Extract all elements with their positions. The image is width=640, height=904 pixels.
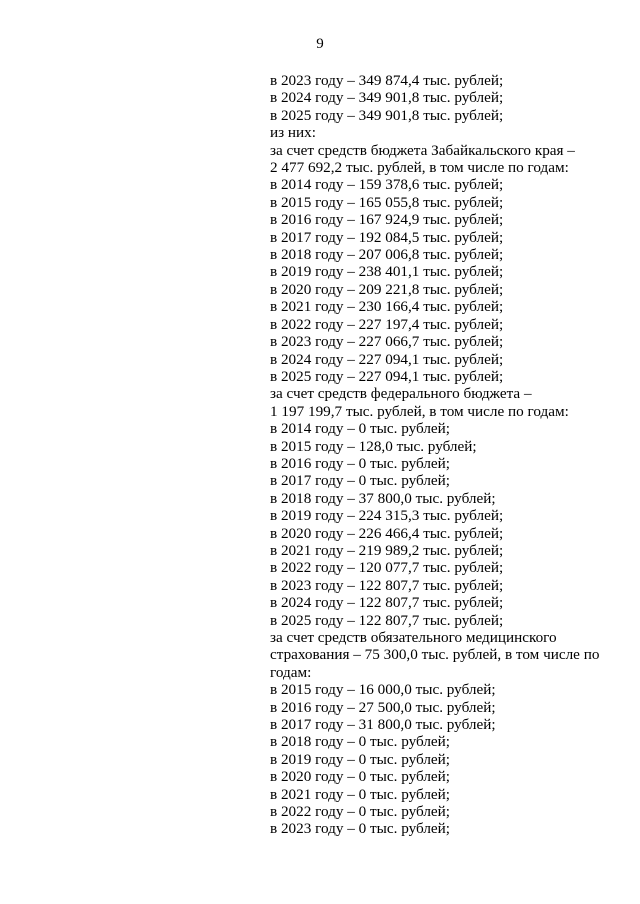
text-line: в 2019 году – 238 401,1 тыс. рублей;: [270, 263, 504, 281]
text-line: в 2018 году – 0 тыс. рублей;: [270, 733, 451, 751]
text-line: 1 197 199,7 тыс. рублей, в том числе по годам:: [270, 402, 569, 420]
text-line: 2 477 692,2 тыс. рублей, в том числе по годам:: [270, 159, 569, 177]
page-number: 9: [316, 36, 324, 52]
text-line: в 2024 году – 349 901,8 тыс. рублей;: [270, 89, 504, 107]
text-line: годам:: [270, 663, 312, 681]
text-line: в 2018 году – 37 800,0 тыс. рублей;: [270, 489, 496, 507]
text-line: за счет средств обязательного медицинского: [270, 629, 557, 646]
text-line: в 2019 году – 0 тыс. рублей;: [270, 750, 451, 768]
text-line: в 2024 году – 227 094,1 тыс. рублей;: [270, 350, 504, 368]
text-line: в 2016 году – 167 924,9 тыс. рублей;: [270, 211, 504, 229]
text-line: в 2025 году – 122 807,7 тыс. рублей;: [270, 611, 504, 629]
text-line: в 2024 году – 122 807,7 тыс. рублей;: [270, 594, 504, 612]
text-line: в 2015 году – 16 000,0 тыс. рублей;: [270, 681, 496, 699]
text-line: в 2015 году – 128,0 тыс. рублей;: [270, 437, 477, 455]
text-line: в 2025 году – 349 901,8 тыс. рублей;: [270, 106, 504, 124]
text-line: за счет средств бюджета Забайкальского края –: [270, 141, 575, 159]
text-line: в 2018 году – 207 006,8 тыс. рублей;: [270, 246, 504, 264]
text-line: в 2016 году – 0 тыс. рублей;: [270, 454, 451, 472]
text-line: в 2014 году – 159 378,6 тыс. рублей;: [270, 176, 504, 194]
text-line: в 2023 году – 122 807,7 тыс. рублей;: [270, 576, 504, 594]
text-line: в 2017 году – 31 800,0 тыс. рублей;: [270, 716, 496, 734]
text-line: в 2021 году – 0 тыс. рублей;: [270, 785, 451, 803]
text-line: в 2022 году – 120 077,7 тыс. рублей;: [270, 559, 504, 577]
text-line: в 2020 году – 209 221,8 тыс. рублей;: [270, 280, 504, 298]
text-line: в 2014 году – 0 тыс. рублей;: [270, 420, 451, 438]
text-line: в 2023 году – 227 066,7 тыс. рублей;: [270, 333, 504, 351]
text-line: в 2020 году – 226 466,4 тыс. рублей;: [270, 524, 504, 542]
text-line: в 2017 году – 192 084,5 тыс. рублей;: [270, 228, 504, 246]
text-line: в 2016 году – 27 500,0 тыс. рублей;: [270, 698, 496, 716]
text-line: в 2015 году – 165 055,8 тыс. рублей;: [270, 193, 504, 211]
text-line: в 2019 году – 224 315,3 тыс. рублей;: [270, 507, 504, 525]
text-line: за счет средств федерального бюджета –: [270, 385, 532, 403]
text-line: в 2021 году – 230 166,4 тыс. рублей;: [270, 298, 504, 316]
text-line: в 2025 году – 227 094,1 тыс. рублей;: [270, 367, 504, 385]
document-body: [270, 72, 610, 838]
text-line: в 2021 году – 219 989,2 тыс. рублей;: [270, 541, 504, 559]
text-line: в 2020 году – 0 тыс. рублей;: [270, 768, 451, 786]
text-line: в 2022 году – 0 тыс. рублей;: [270, 803, 451, 821]
text-line: в 2023 году – 0 тыс. рублей;: [270, 820, 451, 838]
text-line: из них:: [270, 124, 316, 142]
text-line: страхования – 75 300,0 тыс. рублей, в том числе по: [270, 646, 600, 664]
text-line: в 2017 году – 0 тыс. рублей;: [270, 472, 451, 490]
text-line: в 2022 году – 227 197,4 тыс. рублей;: [270, 315, 504, 333]
text-line: в 2023 году – 349 874,4 тыс. рублей;: [270, 72, 504, 89]
